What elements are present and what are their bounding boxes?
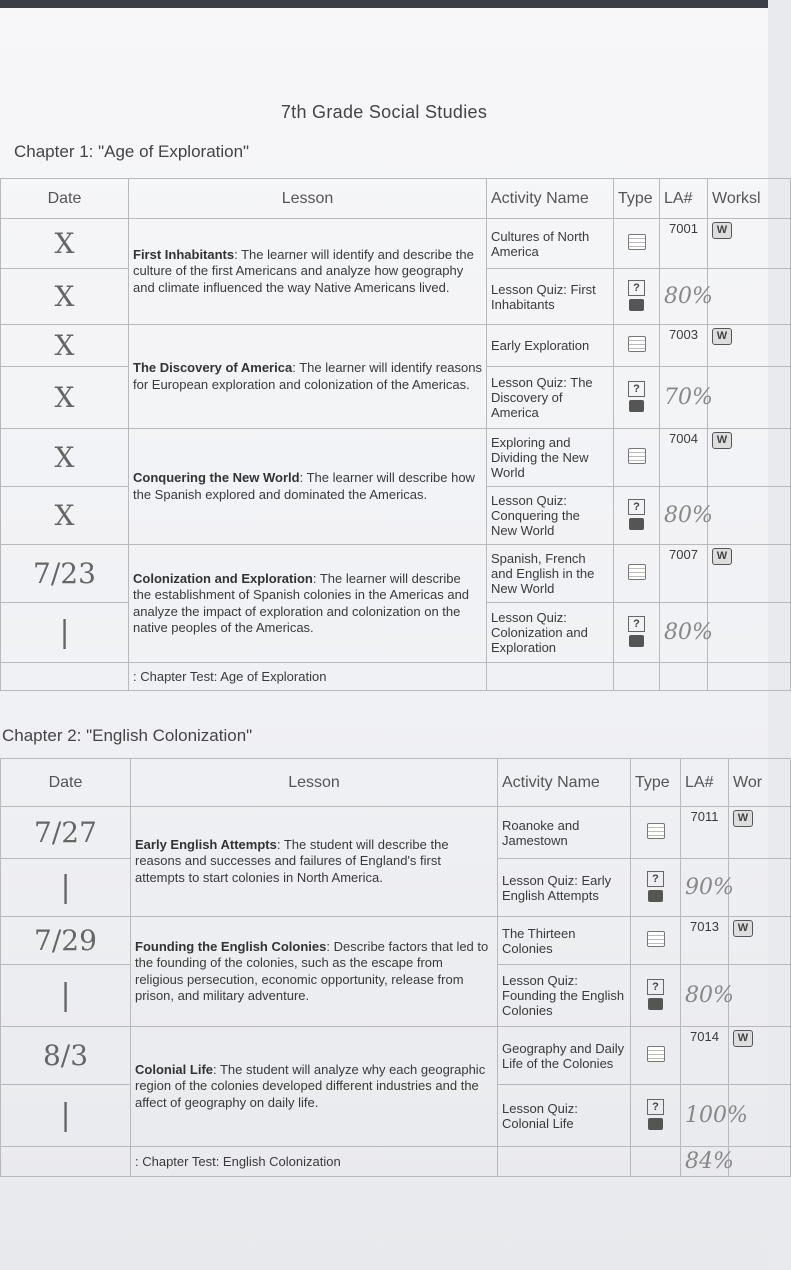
lesson-objective: : The learner will describe how the Spanish explored and dominated the Americas.	[133, 470, 475, 502]
header-row	[1, 759, 791, 807]
worksheet-icon: W	[712, 548, 732, 565]
quiz-score: 70%	[660, 367, 708, 429]
lesson-title: The Discovery of America	[133, 360, 293, 376]
type-cell	[631, 1027, 681, 1085]
quiz-score: 100%	[681, 1085, 729, 1147]
type-cell	[614, 487, 660, 545]
document-icon	[647, 1046, 665, 1062]
lesson-description	[129, 545, 487, 663]
chapter-2-heading: Chapter 2: "English Colonization"	[2, 726, 253, 745]
worksheet-cell	[708, 219, 791, 269]
date-mark: X	[1, 219, 129, 269]
worksheet-cell	[708, 603, 791, 663]
lesson-title: Founding the English Colonies	[135, 939, 327, 954]
type-header: Type	[631, 759, 681, 807]
type-cell	[614, 545, 660, 603]
activity-name: The Thirteen Colonies	[498, 917, 631, 965]
date-mark: |	[1, 1085, 131, 1147]
type-cell	[631, 965, 681, 1027]
lock-icon	[648, 890, 663, 902]
worksheet-cell	[729, 917, 791, 965]
lesson-objective: : The learner will describe the establishment of Spanish colonies in the Americas and analyze the impact of exploration and colonization on the native peoples of the Americas.	[133, 571, 470, 635]
quiz-score: 90%	[681, 859, 729, 917]
quiz-icon: ?	[628, 381, 645, 397]
date-mark: |	[1, 603, 129, 663]
quiz-icon: ?	[647, 979, 664, 995]
document-icon	[628, 336, 646, 352]
lesson-header: Lesson	[131, 759, 498, 807]
quiz-score: 80%	[660, 269, 708, 325]
lock-icon	[648, 1118, 663, 1130]
table-row	[1, 917, 791, 965]
lesson-header: Lesson	[129, 179, 487, 219]
date-mark: X	[1, 269, 129, 325]
type-cell	[614, 367, 660, 429]
worksheet-cell	[729, 859, 791, 917]
activity-header: Activity Name	[498, 759, 631, 807]
la-number: 7001	[660, 219, 708, 269]
chapter-test-row	[1, 1147, 791, 1177]
quiz-icon: ?	[628, 280, 645, 296]
chapter-test-label: : Chapter Test: English Colonization	[131, 1147, 498, 1177]
date-mark: X	[1, 325, 129, 367]
table-row	[1, 1027, 791, 1085]
worksheet-icon: W	[733, 920, 753, 937]
test-worksheet	[708, 663, 791, 691]
type-header: Type	[614, 179, 660, 219]
table-row	[1, 429, 791, 487]
activity-header: Activity Name	[487, 179, 614, 219]
document-icon	[647, 823, 665, 839]
worksheet-cell	[729, 965, 791, 1027]
chapter-test-label: : Chapter Test: Age of Exploration	[129, 663, 487, 691]
quiz-icon: ?	[647, 871, 664, 887]
test-date	[1, 1147, 131, 1177]
chapter-2-table	[0, 758, 791, 1177]
lesson-title: First Inhabitants	[133, 247, 235, 263]
date-mark: 7/23	[1, 545, 129, 603]
worksheet-icon: W	[712, 222, 732, 239]
worksheet-header: Worksl	[708, 179, 791, 219]
la-number: 7014	[681, 1027, 729, 1085]
lesson-description	[131, 807, 498, 917]
test-date	[1, 663, 129, 691]
lesson-title: Early English Attempts	[135, 837, 277, 853]
table-row	[1, 807, 791, 859]
date-header: Date	[1, 759, 131, 807]
quiz-icon: ?	[647, 1099, 664, 1115]
date-mark: |	[1, 965, 131, 1027]
document-icon	[628, 564, 646, 580]
chapter-test-score	[660, 663, 708, 691]
activity-name: Spanish, French and English in the New World	[487, 545, 614, 603]
worksheet-cell	[708, 545, 791, 603]
test-activity	[498, 1147, 631, 1177]
header-row	[1, 179, 791, 219]
la-header: LA#	[681, 759, 729, 807]
type-cell	[631, 1085, 681, 1147]
worksheet-cell	[729, 1027, 791, 1085]
quiz-score: 80%	[660, 603, 708, 663]
activity-name: Geography and Daily Life of the Colonies	[498, 1027, 631, 1085]
activity-name: Early Exploration	[487, 325, 614, 367]
test-worksheet	[729, 1147, 791, 1177]
activity-name: Lesson Quiz: Early English Attempts	[498, 859, 631, 917]
lesson-description	[129, 219, 487, 325]
worksheet-icon: W	[712, 328, 732, 345]
document-icon	[628, 234, 646, 250]
la-number: 7003	[660, 325, 708, 367]
worksheet-icon: W	[712, 432, 732, 449]
quiz-icon: ?	[628, 499, 645, 515]
quiz-score: 80%	[681, 965, 729, 1027]
chapter-1-table	[0, 178, 791, 691]
lock-icon	[629, 299, 644, 311]
quiz-score: 80%	[660, 487, 708, 545]
date-mark: 7/27	[1, 807, 131, 859]
lesson-description	[129, 325, 487, 429]
activity-name: Lesson Quiz: Founding the English Colonies	[498, 965, 631, 1027]
date-header: Date	[1, 179, 129, 219]
table-row	[1, 219, 791, 269]
activity-name: Lesson Quiz: Colonial Life	[498, 1085, 631, 1147]
chapter-test-score: 84%	[681, 1147, 729, 1177]
test-type	[631, 1147, 681, 1177]
activity-name: Lesson Quiz: First Inhabitants	[487, 269, 614, 325]
worksheet-cell	[729, 807, 791, 859]
lesson-objective: : The student will analyze why each geographic region of the colonies developed different industries and the affect of geography on daily life.	[135, 1062, 486, 1110]
lesson-description	[131, 1027, 498, 1147]
lesson-title: Colonization and Exploration	[133, 571, 313, 586]
lesson-objective: : The learner will identify and describe the culture of the first Americans and analyze how geography and climate influenced the way Native Americans lived.	[133, 247, 474, 295]
lock-icon	[648, 998, 663, 1010]
date-mark: X	[1, 367, 129, 429]
type-cell	[631, 807, 681, 859]
activity-name: Exploring and Dividing the New World	[487, 429, 614, 487]
table-row	[1, 545, 791, 603]
document-icon	[647, 931, 665, 947]
chapter-1-heading: Chapter 1: "Age of Exploration"	[14, 142, 250, 161]
date-mark: X	[1, 429, 129, 487]
chapter-test-row	[1, 663, 791, 691]
activity-name: Lesson Quiz: The Discovery of America	[487, 367, 614, 429]
quiz-icon: ?	[628, 616, 645, 632]
lesson-objective: : The student will describe the reasons and successes and failures of England's first attempts to start colonies in North America.	[135, 837, 449, 885]
worksheet-header: Wor	[729, 759, 791, 807]
lesson-objective: : The learner will identify reasons for European exploration and colonization of the Americas.	[133, 360, 482, 392]
worksheet-cell	[708, 367, 791, 429]
la-number: 7013	[681, 917, 729, 965]
worksheet-icon: W	[733, 810, 753, 827]
date-mark: 7/29	[1, 917, 131, 965]
table-row	[1, 325, 791, 367]
lesson-objective: : Describe factors that led to the founding of the colonies, such as the escape from religious persecution, economic opportunity, release from prison, and military adventure.	[135, 939, 489, 1003]
type-cell	[614, 269, 660, 325]
type-cell	[631, 859, 681, 917]
test-type	[614, 663, 660, 691]
date-mark: X	[1, 487, 129, 545]
worksheet-cell	[708, 269, 791, 325]
test-activity	[487, 663, 614, 691]
activity-name: Roanoke and Jamestown	[498, 807, 631, 859]
lesson-title: Conquering the New World	[133, 470, 300, 486]
date-mark: 8/3	[1, 1027, 131, 1085]
worksheet-cell	[708, 325, 791, 367]
worksheet-icon: W	[733, 1030, 753, 1047]
document-icon	[628, 448, 646, 464]
lock-icon	[629, 635, 644, 647]
la-number: 7004	[660, 429, 708, 487]
lesson-title: Colonial Life	[135, 1062, 213, 1078]
activity-name: Cultures of North America	[487, 219, 614, 269]
type-cell	[614, 429, 660, 487]
activity-name: Lesson Quiz: Colonization and Exploration	[487, 603, 614, 663]
la-number: 7007	[660, 545, 708, 603]
lock-icon	[629, 400, 644, 412]
activity-name: Lesson Quiz: Conquering the New World	[487, 487, 614, 545]
type-cell	[614, 219, 660, 269]
worksheet-cell	[708, 429, 791, 487]
type-cell	[614, 325, 660, 367]
la-header: LA#	[660, 179, 708, 219]
worksheet-cell	[708, 487, 791, 545]
type-cell	[631, 917, 681, 965]
lock-icon	[629, 518, 644, 530]
date-mark: |	[1, 859, 131, 917]
page-title: 7th Grade Social Studies	[280, 102, 488, 122]
type-cell	[614, 603, 660, 663]
lesson-description	[129, 429, 487, 545]
la-number: 7011	[681, 807, 729, 859]
lesson-description	[131, 917, 498, 1027]
